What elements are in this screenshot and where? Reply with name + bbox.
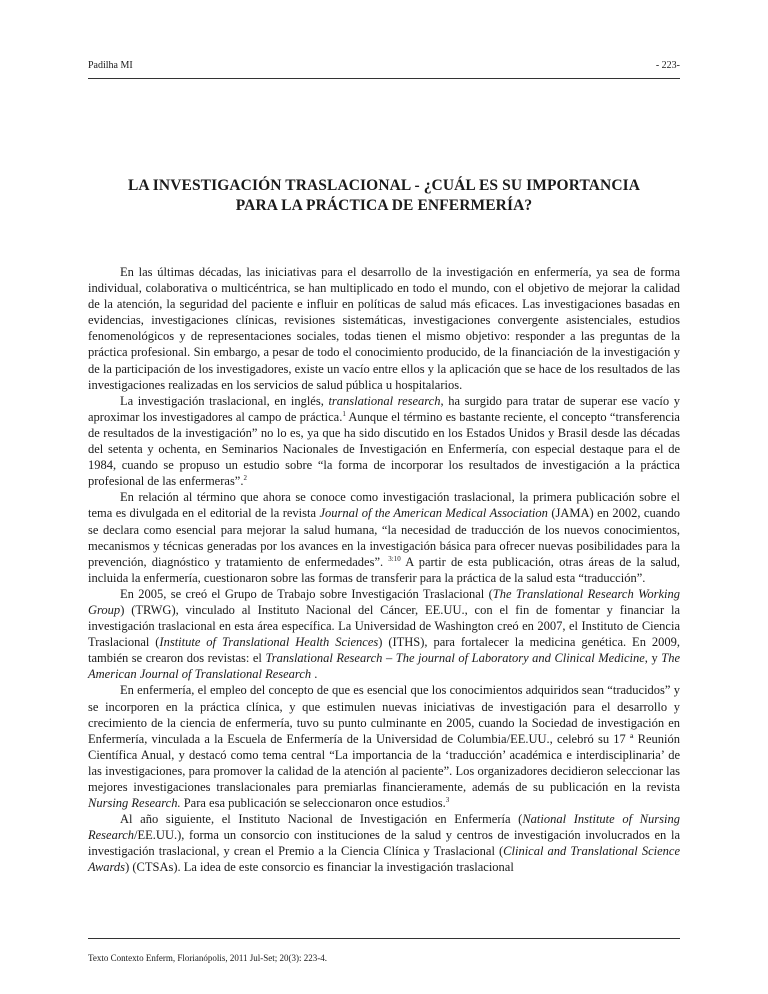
paragraph-4-text-b: ) (TRWG), vinculado al Instituto Nacional del Cáncer, EE.UU., con el fin de fomentar y financiar la investigación traslacional en esta área específica. La Universidad de Washington creó en 2007, el Instituto de Ciencia Traslacional ( — [88, 602, 680, 650]
paragraph-2-text-a: La investigación traslacional, en inglés, — [120, 393, 329, 408]
running-header — [88, 60, 680, 79]
reference-superscript: 1 — [342, 409, 346, 418]
header-author: Padilha MI — [88, 60, 133, 71]
paragraph-6-italic-1: National Institute of Nursing Research — [88, 812, 680, 843]
paragraph-4-text-c: ) (ITHS), para fortalecer la medicina genética. En 2009, también se crearon dos revistas: el — [88, 635, 680, 666]
paragraph-2-text-c: Aunque el término es bastante reciente, el concepto “transferencia de resultados de la investigación” no lo es, ya que ha sido discutido en los Estados Unidos y Brasil desde las décadas del setenta y ochenta, en Seminarios Nacionales de Investigación en Enfermería, con especial destaque para el de 1984, cuando se propuso un estudio sobre “la forma de incorporar los resultados de investigación a la práctica profesional de las enfermeras”. — [88, 409, 680, 489]
paragraph-4-text-e: . — [311, 667, 318, 682]
paragraph-4-italic-3: Translational Research – The journal of Laboratory and Clinical Medicine — [265, 651, 645, 666]
article-title — [88, 176, 680, 216]
paragraph-4 — [88, 586, 680, 683]
paragraph-5 — [88, 682, 680, 811]
paragraph-4-italic-4: The American Journal of Translational Research — [88, 651, 680, 682]
title-line-2: PARA LA PRÁCTICA DE ENFERMERÍA? — [235, 197, 533, 214]
paragraph-4-italic-1: The Translational Research Working Group — [88, 586, 680, 617]
article-body — [88, 264, 680, 876]
paragraph-3-italic: Journal of the American Medical Association — [319, 506, 548, 521]
reference-superscript: 3 — [445, 795, 450, 804]
paragraph-5-italic: Nursing Research. — [88, 796, 181, 811]
paragraph-4-text-a: En 2005, se creó el Grupo de Trabajo sobre Investigación Traslacional ( — [120, 586, 493, 601]
reference-superscript: 3:10 — [388, 554, 401, 563]
header-page-number: - 223- — [655, 60, 680, 71]
paragraph-2-text-b: , ha surgido para tratar de superar ese vacío y aproximar los investigadores al campo de práctica. — [88, 393, 680, 424]
paragraph-6 — [88, 811, 680, 875]
paragraph-5-text-a: En enfermería, el empleo del concepto de que es esencial que los conocimientos adquiridos sean “traducidos” y se incorporen en la práctica clínica, y que estimulen nuevas iniciativas de investigación para el desarrollo y crecimiento de la ciencia de enfermería, tuvo su punto culminante en 2005, cuando la Sociedad de investigación en Enfermería, vinculada a la Escuela de Enfermería de la Universidad de Columbia/EE.UU., celebró su 17 ª Reunión Científica Anual, y destacó como tema central “La importancia de la ‘traducción’ académica e interdisciplinaria’ de las investigaciones, para promover la calidad de la atención al paciente”. Los organizadores decidieron seleccionar las mejores investigaciones translacionales para premiarlas financieramente, además de su publicación en la revista — [88, 683, 680, 794]
journal-footer — [88, 938, 680, 963]
paragraph-1 — [88, 264, 680, 393]
paragraph-3 — [88, 489, 680, 586]
footer-citation: Texto Contexto Enferm, Florianópolis, 2011 Jul-Set; 20(3): 223-4. — [88, 953, 328, 963]
paragraph-3-text-b: (JAMA) en 2002, cuando se declara como esencial para mejorar la salud humana, “la necesidad de traducción de los nuevos conocimientos, mecanismos y técnicas generadas por los avances en la investigación básica para ofrecer nuevas posibilidades para la prevención, diagnóstico y tratamiento de enfermedades”. — [88, 506, 680, 569]
paragraph-3-text-c: A partir de esta publicación, otras áreas de la salud, incluida la enfermería, cuestionaron sobre las formas de transferir para la práctica de la salud esta “traducción”. — [88, 554, 681, 585]
title-line-1: LA INVESTIGACIÓN TRASLACIONAL - ¿CUÁL ES SU IMPORTANCIA — [127, 177, 641, 194]
paragraph-4-italic-2: Institute of Translational Health Sciences — [159, 635, 379, 650]
paragraph-6-text-b: /EE.UU.), forma un consorcio con instituciones de la salud y centros de investigación involucrados en la investigación traslacional, y crean el Premio a la Ciencia Clínica y Traslacional ( — [88, 828, 680, 859]
paragraph-5-text-b: Para esa publicación se seleccionaron once estudios. — [180, 796, 446, 811]
reference-superscript: 2 — [243, 474, 247, 483]
paragraph-2-italic: translational research — [328, 393, 441, 408]
paragraph-6-text-c: ) (CTSAs). La idea de este consorcio es financiar la investigación traslacional — [125, 860, 514, 875]
paragraph-2 — [88, 393, 680, 490]
paragraph-4-text-d: , y — [644, 651, 662, 666]
paragraph-6-italic-2: Clinical and Translational Science Awards — [88, 844, 680, 875]
paragraph-6-text-a: Al año siguiente, el Instituto Nacional de Investigación en Enfermería ( — [120, 812, 523, 827]
paragraph-1-text: En las últimas décadas, las iniciativas para el desarrollo de la investigación en enfermería, ya sea de forma individual, colaborativa o multicéntrica, se han multiplicado en todo el mundo, con el objetivo de mejorar la calidad de la atención, la seguridad del paciente e influir en políticas de salud más eficaces. Las investigaciones basadas en evidencias, investigaciones clínicas, revisiones sistemáticas, investigaciones convergente asistenciales, estudios fenomenológicos y de representaciones sociales, todas tienen el mismo objetivo: responder a las preguntas de la práctica profesional. Sin embargo, a pesar de todo el conocimiento producido, de la financiación de la investigación y de la participación de los investigadores, existe un vacío entre ellos y la aplicación que se hace de los resultados de las investigaciones realizadas en los servicios de salud pública u hospitalarios. — [88, 265, 680, 392]
paragraph-3-text-a: En relación al término que ahora se conoce como investigación traslacional, la primera publicación sobre el tema es divulgada en el editorial de la revista — [88, 490, 680, 521]
